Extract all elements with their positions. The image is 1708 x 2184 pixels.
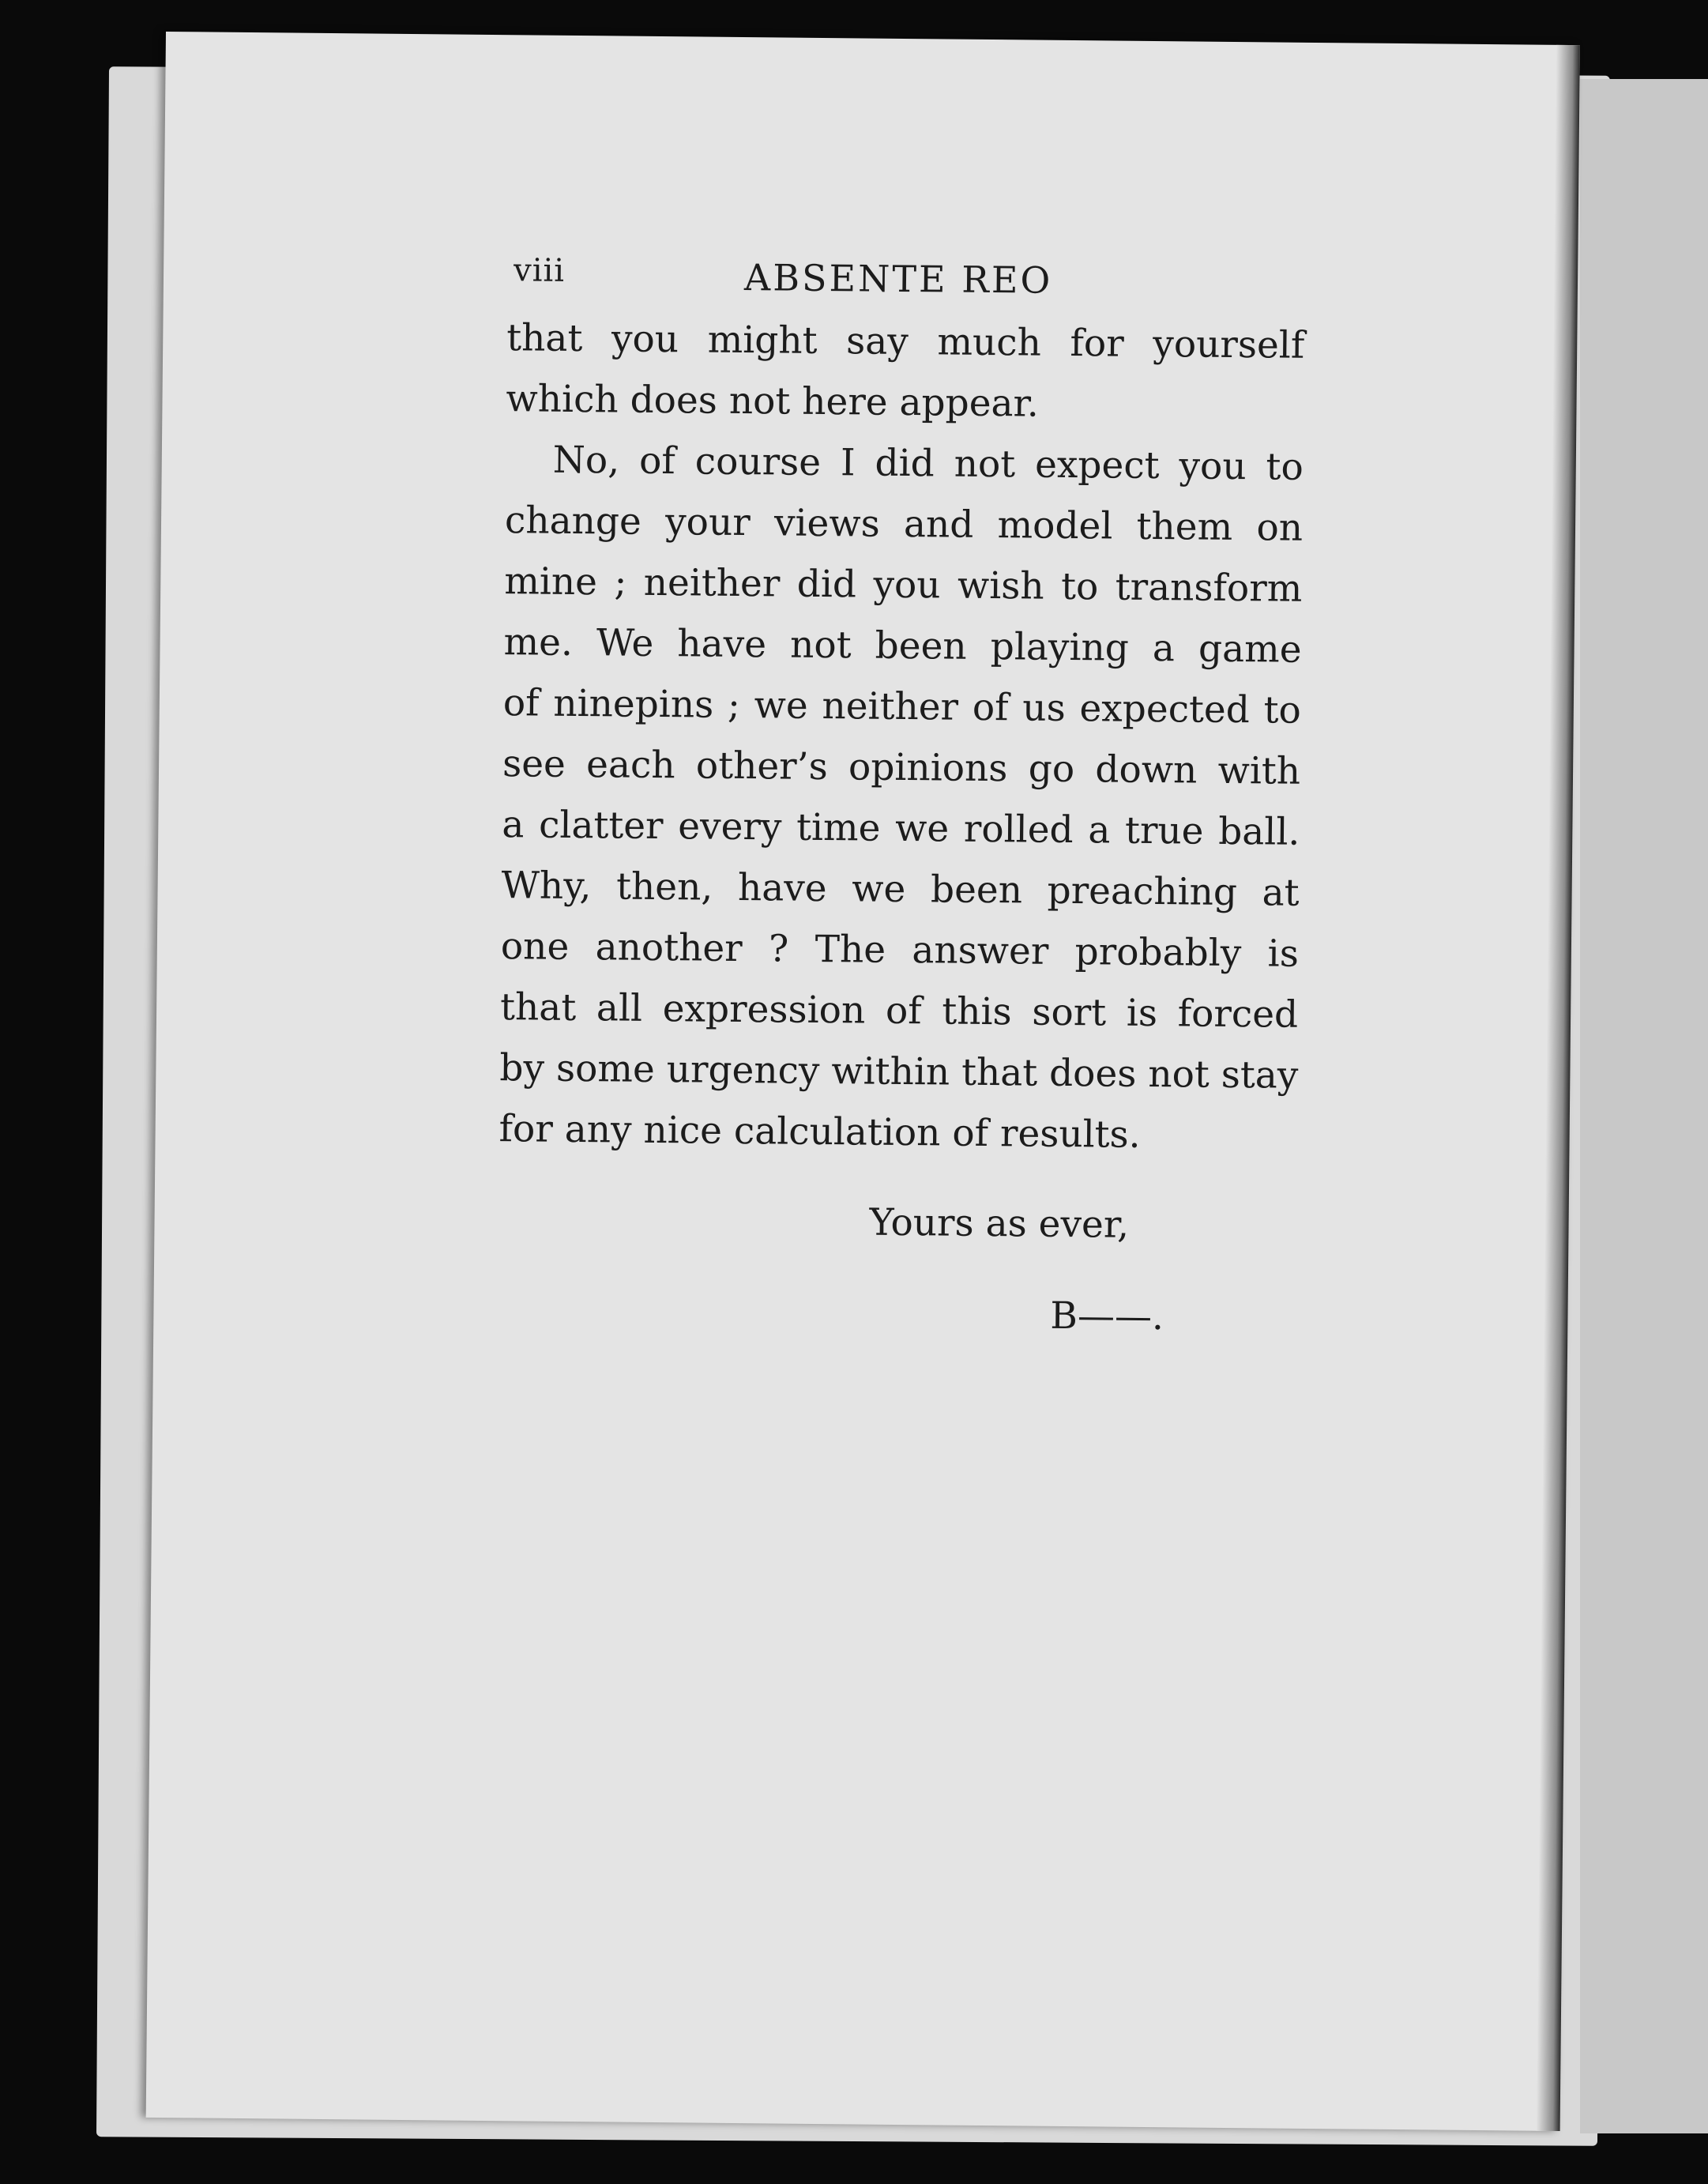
- running-head-title: ABSENTE REO: [743, 256, 1053, 302]
- text-line: that all expression of this sort is forced: [499, 985, 1299, 1037]
- body-text: [498, 307, 1304, 1167]
- text-line: Why, then, have we been preaching at: [501, 864, 1300, 915]
- facing-page-edge: [1580, 79, 1708, 2133]
- text-line: of ninepins ; we neither of us expected to: [502, 681, 1302, 732]
- text-line: me. We have not been playing a game: [503, 620, 1302, 672]
- running-head: [507, 244, 1306, 315]
- text-line: which does not here appear.: [506, 377, 1040, 426]
- text-line: No, of course I did not expect you to: [552, 438, 1304, 489]
- letter-closing: Yours as ever,: [869, 1200, 1130, 1247]
- text-block: [497, 244, 1305, 1350]
- text-line: that you might say much for yourself: [506, 316, 1305, 367]
- page-number: viii: [513, 252, 566, 289]
- text-line: mine ; neither did you wish to transform: [504, 559, 1303, 611]
- text-line: one another ? The answer probably is: [500, 924, 1300, 976]
- letter-signature: B——.: [1050, 1293, 1164, 1339]
- book-page: [146, 32, 1580, 2131]
- text-line: by some urgency within that does not stay: [499, 1046, 1299, 1098]
- text-line: a clatter every time we rolled a true ball.: [502, 803, 1300, 854]
- text-line: for any nice calculation of results.: [498, 1107, 1141, 1157]
- text-line: change your views and model them on: [504, 499, 1304, 550]
- text-line: see each other’s opinions go down with: [502, 742, 1301, 793]
